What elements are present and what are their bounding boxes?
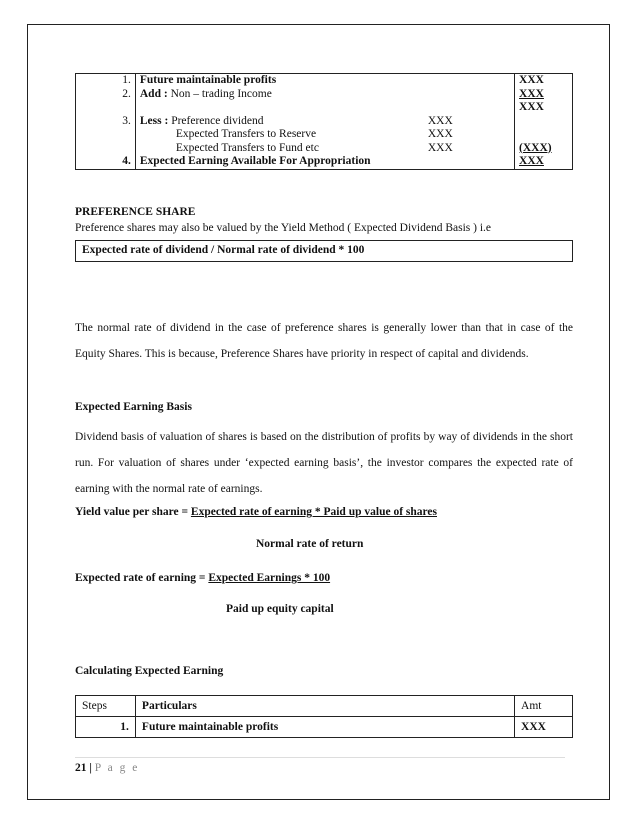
appropriation-table: [75, 73, 573, 170]
footer-divider: [75, 757, 565, 758]
header-amt: Amt: [515, 696, 573, 717]
para-normal-rate: The normal rate of dividend in the case of preference shares is generally lower than that in case of the Equity Shares. This is because, Preference Shares have priority in respect of capital and dividends.: [75, 322, 573, 360]
yield-denominator: Normal rate of return: [256, 538, 364, 550]
header-steps: Steps: [76, 696, 136, 717]
num-column: 1. 2. 3. 4.: [76, 74, 136, 170]
para-expected-earning: Dividend basis of valuation of shares is based on the distribution of profits by way of dividends in the short run. For valuation of shares under ‘expected earning basis’, the investor compares the expected rate of earning with the normal rate of earnings.: [75, 431, 573, 495]
table-row: 1. Future maintainable profits XXX: [76, 717, 573, 738]
heading-calculating-expected-earning: Calculating Expected Earning: [75, 665, 224, 677]
formula-box: Expected rate of dividend / Normal rate of dividend * 100: [75, 240, 573, 262]
steps-table: [75, 695, 573, 738]
header-particulars: Particulars: [135, 696, 514, 717]
amount-column: XXX XXX XXX (XXX) XXX: [515, 74, 573, 170]
table-header-row: [76, 696, 573, 717]
yield-formula: Yield value per share = Expected rate of earning * Paid up value of shares: [75, 506, 437, 518]
particulars-column: Future maintainable profits Add : Non – trading Income Less : Preference dividend XXX Expected Transfers to Reserve XXX Expected Transfers to Fund etc XXX Expected Earning Available For Appropriation: [135, 74, 514, 170]
pref-intro: Preference shares may also be valued by the Yield Method ( Expected Dividend Basis ) i.e: [75, 222, 491, 234]
page-footer: 21 | P a g e: [75, 762, 140, 774]
expected-rate-formula: Expected rate of earning = Expected Earnings * 100: [75, 572, 331, 584]
expected-rate-denominator: Paid up equity capital: [226, 603, 334, 615]
heading-preference-share: PREFERENCE SHARE: [75, 206, 196, 218]
heading-expected-earning-basis: Expected Earning Basis: [75, 401, 192, 413]
